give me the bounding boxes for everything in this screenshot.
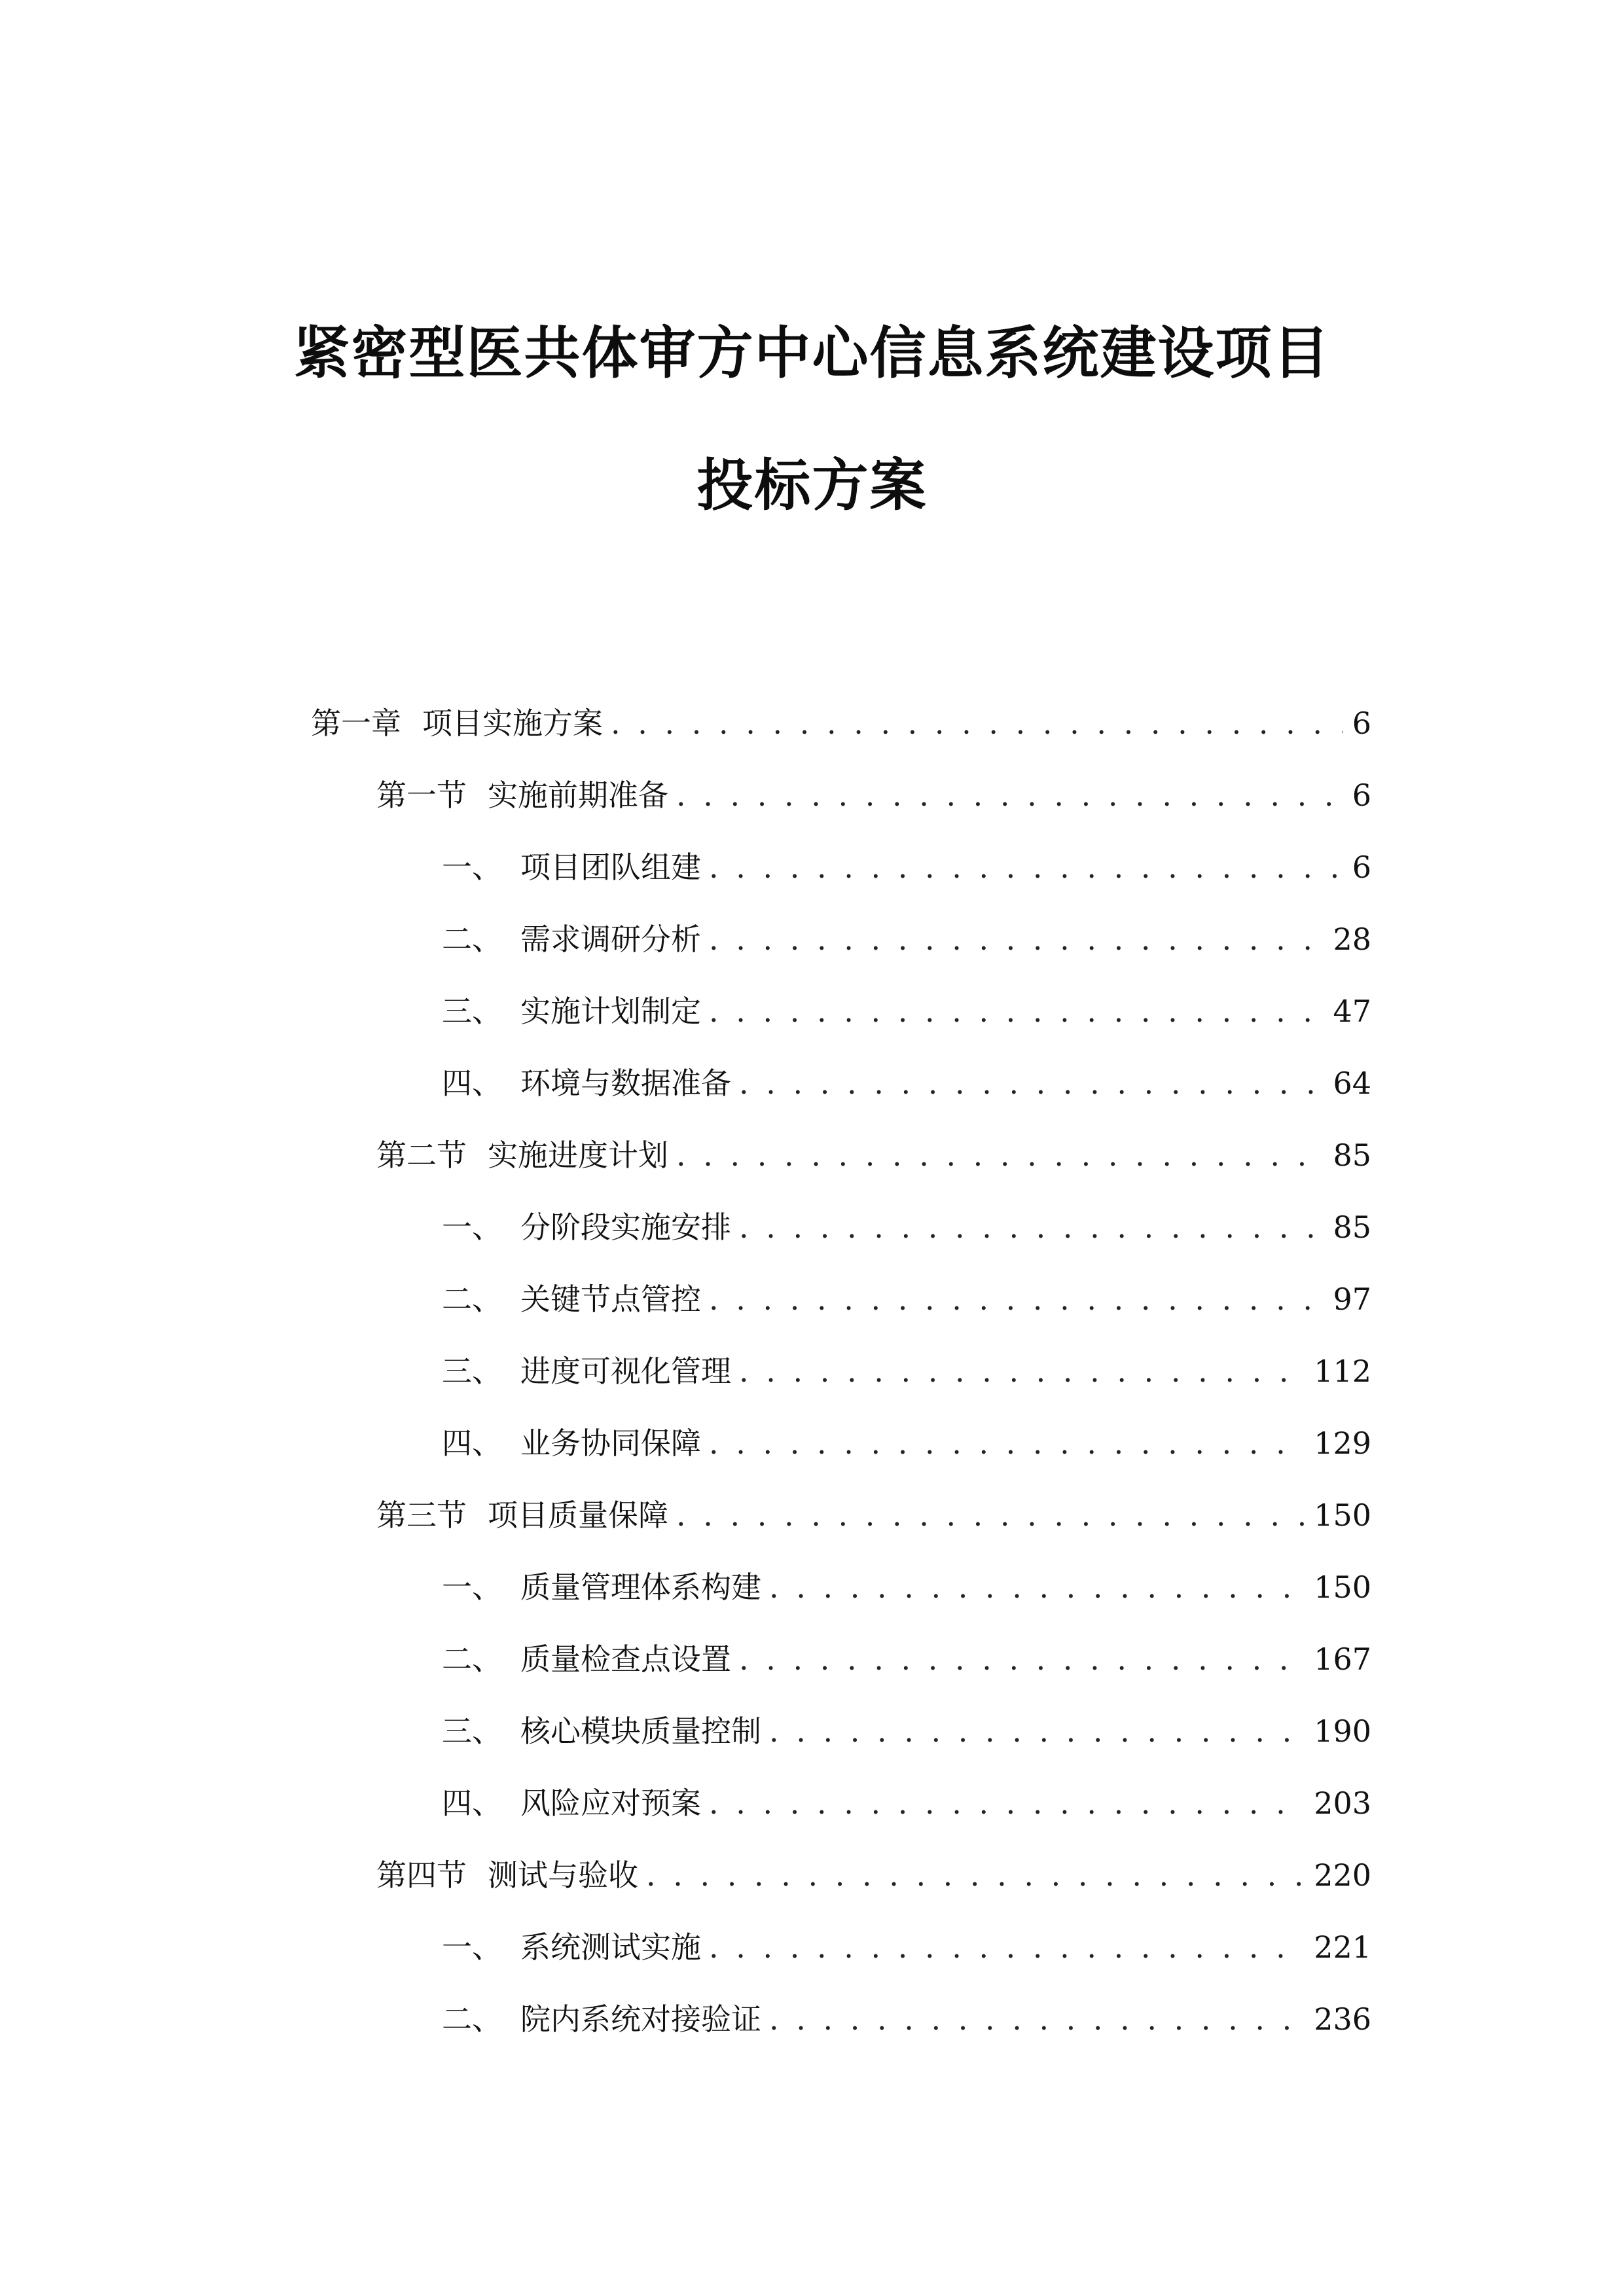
toc-entry-number: 第四节 [376, 1857, 467, 1893]
toc-entry[interactable] [376, 1852, 1371, 1898]
toc-entry-title: 关键节点管控 [520, 1282, 701, 1317]
dot-leader [739, 1204, 1324, 1250]
toc-entry-number: 四、 [442, 1066, 502, 1101]
toc-entry[interactable] [442, 1420, 1371, 1466]
toc-entry-title: 核心模块质量控制 [520, 1713, 761, 1749]
toc-entry-page: 236 [1314, 2001, 1371, 2037]
toc-entry-number: 三、 [442, 1354, 502, 1389]
toc-entry[interactable] [442, 1780, 1371, 1826]
toc-entry-page: 203 [1314, 1785, 1371, 1821]
toc-entry-page: 85 [1333, 1138, 1371, 1173]
toc-entry-page: 64 [1333, 1066, 1371, 1101]
toc-entry-number: 四、 [442, 1426, 502, 1461]
dot-leader [676, 1492, 1305, 1538]
toc-entry-page: 112 [1314, 1354, 1371, 1389]
toc-entry-page: 6 [1352, 850, 1371, 885]
toc-entry-title: 测试与验收 [488, 1857, 638, 1893]
title-line-2: 投标方案 [696, 453, 928, 518]
toc-entry[interactable] [442, 1204, 1371, 1250]
dot-leader [709, 1924, 1305, 1970]
toc-entry-number: 三、 [442, 994, 502, 1029]
toc-entry-page: 221 [1314, 1929, 1371, 1965]
toc-entry[interactable] [442, 916, 1371, 962]
toc-entry-title: 质量检查点设置 [520, 1641, 731, 1677]
toc-entry-number: 三、 [442, 1713, 502, 1749]
dot-leader [646, 1852, 1305, 1898]
dot-leader [709, 1276, 1324, 1322]
toc-entry-title: 系统测试实施 [520, 1929, 701, 1965]
toc-entry-page: 220 [1314, 1857, 1371, 1893]
dot-leader [709, 916, 1324, 962]
toc-entry-number: 四、 [442, 1785, 502, 1821]
toc-entry[interactable] [376, 1132, 1371, 1178]
toc-entry-number: 一、 [442, 850, 502, 885]
dot-leader [769, 1708, 1305, 1754]
toc-entry-page: 190 [1314, 1713, 1371, 1749]
dot-leader [739, 1636, 1305, 1682]
toc-entry-number: 一、 [442, 1210, 502, 1245]
toc-entry-page: 129 [1314, 1426, 1371, 1461]
toc-entry-page: 150 [1314, 1570, 1371, 1605]
toc-entry-page: 28 [1333, 922, 1371, 957]
dot-leader [739, 1348, 1305, 1394]
document-title [0, 321, 1624, 518]
toc-entry-page: 150 [1314, 1498, 1371, 1533]
dot-leader [739, 1060, 1324, 1106]
toc-entry[interactable] [442, 1276, 1371, 1322]
toc-entry[interactable] [442, 1708, 1371, 1754]
toc-entry-number: 二、 [442, 922, 502, 957]
toc-entry-page: 167 [1314, 1641, 1371, 1677]
toc-entry-title: 需求调研分析 [520, 922, 701, 957]
toc-entry-page: 6 [1352, 706, 1371, 741]
toc-entry-title: 实施进度计划 [488, 1138, 668, 1173]
toc-entry-page: 85 [1333, 1210, 1371, 1245]
toc-entry-title: 项目团队组建 [520, 850, 701, 885]
toc-entry[interactable] [442, 1996, 1371, 2042]
toc-entry[interactable] [376, 1492, 1371, 1538]
toc-entry-title: 院内系统对接验证 [520, 2001, 761, 2037]
dot-leader [676, 772, 1343, 818]
toc-entry[interactable] [442, 1564, 1371, 1610]
toc-entry[interactable] [442, 1924, 1371, 1970]
toc-entry[interactable] [442, 1060, 1371, 1106]
dot-leader [769, 1564, 1305, 1610]
dot-leader [709, 988, 1324, 1034]
toc-entry-number: 二、 [442, 1641, 502, 1677]
toc-entry-number: 第二节 [376, 1138, 467, 1173]
toc-entry[interactable] [442, 988, 1371, 1034]
toc-entry-number: 第一章 [311, 706, 401, 741]
toc-entry-number: 第三节 [376, 1498, 467, 1533]
toc-entry[interactable] [442, 1636, 1371, 1682]
toc-entry-title: 环境与数据准备 [520, 1066, 731, 1101]
toc-entry[interactable] [376, 772, 1371, 818]
dot-leader [709, 844, 1343, 890]
toc-entry-title: 进度可视化管理 [520, 1354, 731, 1389]
toc-entry[interactable] [311, 700, 1371, 746]
toc-entry-page: 47 [1333, 994, 1371, 1029]
toc-entry-title: 实施计划制定 [520, 994, 701, 1029]
dot-leader [676, 1132, 1324, 1178]
toc-entry-number: 一、 [442, 1570, 502, 1605]
toc-entry-number: 二、 [442, 2001, 502, 2037]
dot-leader [611, 700, 1343, 746]
toc-entry-title: 分阶段实施安排 [520, 1210, 731, 1245]
toc-entry[interactable] [442, 844, 1371, 890]
toc-entry-page: 97 [1333, 1282, 1371, 1317]
dot-leader [709, 1780, 1305, 1826]
dot-leader [769, 1996, 1305, 2042]
toc-entry-number: 二、 [442, 1282, 502, 1317]
toc-entry-title: 风险应对预案 [520, 1785, 701, 1821]
dot-leader [709, 1420, 1305, 1466]
toc-entry-title: 项目实施方案 [422, 706, 603, 741]
toc-entry-page: 6 [1352, 778, 1371, 813]
toc-entry-title: 实施前期准备 [488, 778, 668, 813]
toc-entry-title: 业务协同保障 [520, 1426, 701, 1461]
toc-entry-number: 第一节 [376, 778, 467, 813]
toc-entry-number: 一、 [442, 1929, 502, 1965]
toc-entry-title: 项目质量保障 [488, 1498, 668, 1533]
title-line-1: 紧密型医共体审方中心信息系统建设项目 [293, 321, 1331, 386]
toc-entry-title: 质量管理体系构建 [520, 1570, 761, 1605]
toc-entry[interactable] [442, 1348, 1371, 1394]
